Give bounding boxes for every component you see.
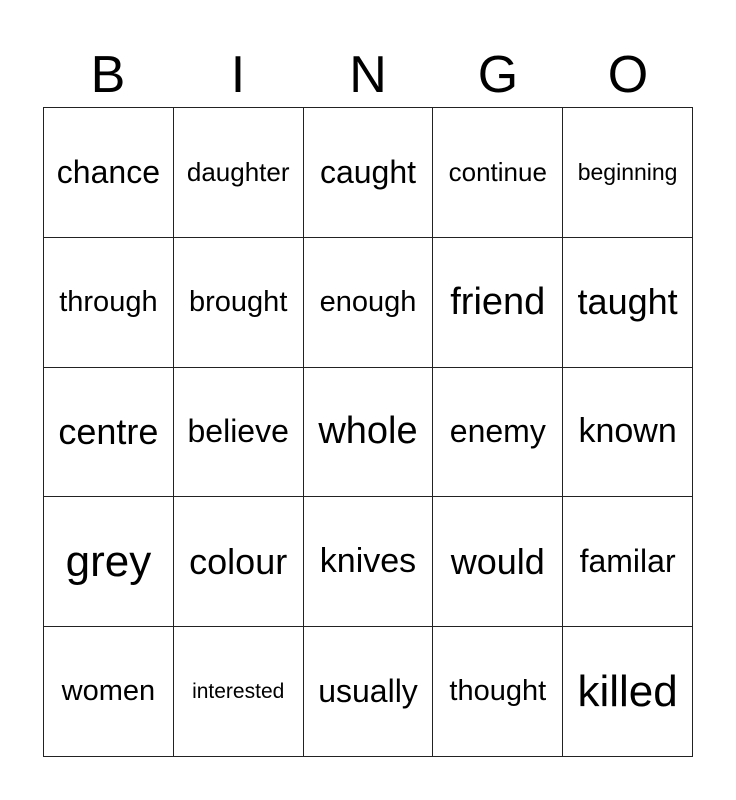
bingo-cell[interactable]: caught — [304, 108, 434, 238]
header-letter-n: N — [349, 46, 387, 104]
bingo-cell[interactable]: continue — [433, 108, 563, 238]
bingo-cell[interactable]: whole — [304, 368, 434, 498]
bingo-cell[interactable]: beginning — [563, 108, 693, 238]
bingo-cell[interactable]: usually — [304, 627, 434, 757]
bingo-cell[interactable]: would — [433, 497, 563, 627]
bingo-cell[interactable]: enemy — [433, 368, 563, 498]
bingo-cell[interactable]: women — [44, 627, 174, 757]
bingo-header — [43, 44, 693, 106]
header-letter-g: G — [477, 46, 519, 104]
bingo-cell[interactable]: known — [563, 368, 693, 498]
bingo-cell[interactable]: daughter — [174, 108, 304, 238]
header-letter-i: I — [230, 46, 246, 104]
bingo-cell[interactable]: grey — [44, 497, 174, 627]
bingo-cell[interactable]: familar — [563, 497, 693, 627]
header-letter-o: O — [607, 46, 649, 104]
bingo-cell[interactable]: through — [44, 238, 174, 368]
bingo-cell[interactable]: colour — [174, 497, 304, 627]
bingo-cell[interactable]: chance — [44, 108, 174, 238]
bingo-cell[interactable]: friend — [433, 238, 563, 368]
bingo-cell[interactable]: killed — [563, 627, 693, 757]
bingo-cell[interactable]: knives — [304, 497, 434, 627]
bingo-cell[interactable]: centre — [44, 368, 174, 498]
bingo-cell[interactable]: believe — [174, 368, 304, 498]
bingo-cell[interactable]: enough — [304, 238, 434, 368]
bingo-cell[interactable]: taught — [563, 238, 693, 368]
bingo-cell[interactable]: interested — [174, 627, 304, 757]
bingo-board — [43, 107, 693, 757]
header-letter-b: B — [90, 46, 126, 104]
bingo-cell[interactable]: thought — [433, 627, 563, 757]
bingo-cell[interactable]: brought — [174, 238, 304, 368]
